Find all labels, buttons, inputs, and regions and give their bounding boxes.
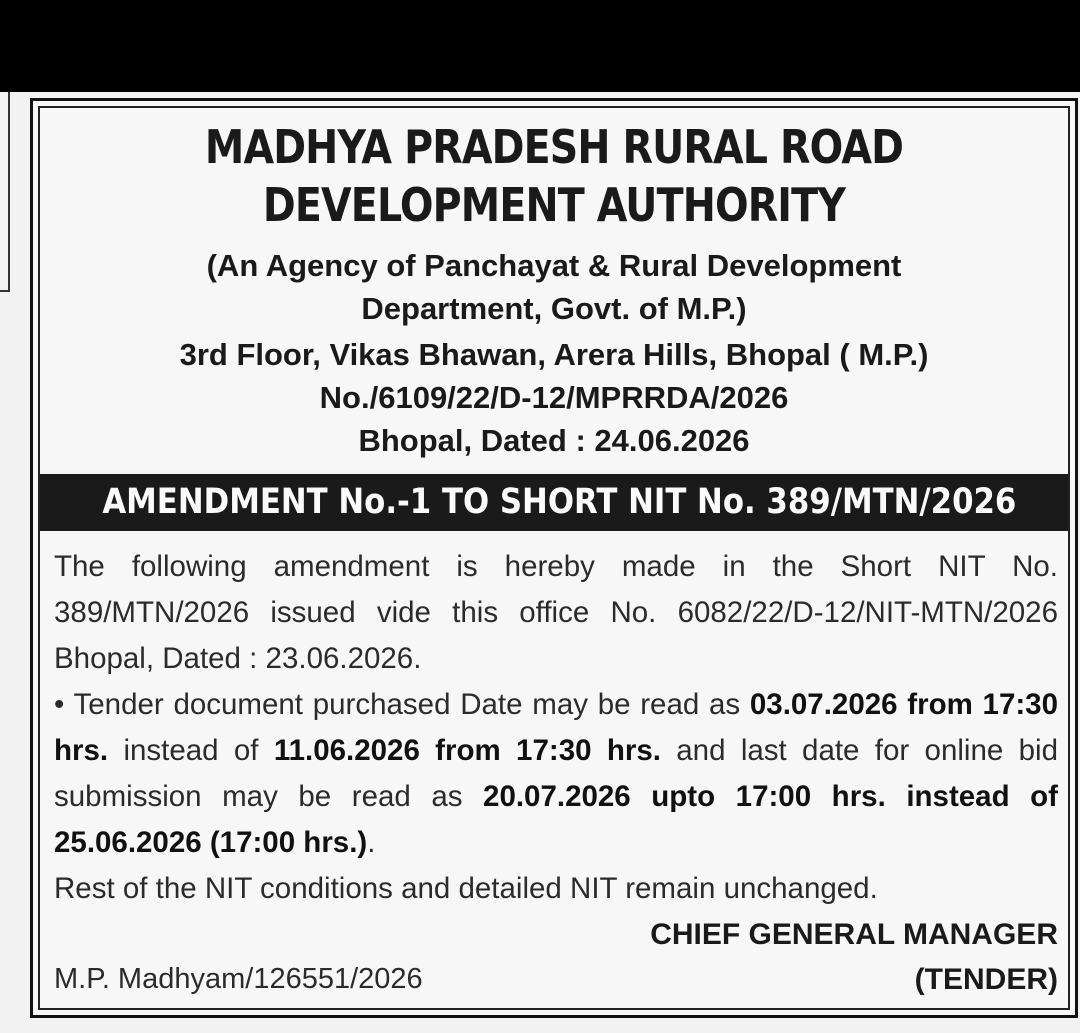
notice-inner-border (38, 106, 1070, 1010)
signatory-department: (TENDER) (914, 963, 1058, 996)
bullet-text-2: instead of (108, 734, 274, 767)
org-name-line2: DEVELOPMENT AUTHORITY (262, 178, 846, 232)
org-name-line1: MADHYA PRADESH RURAL ROAD (204, 120, 904, 174)
issue-date: Bhopal, Dated : 24.06.2026 (358, 423, 750, 458)
adjacent-clipping-edge (0, 92, 10, 292)
bullet-text-1: • Tender document purchased Date may be read as (54, 688, 750, 721)
amendment-title: AMENDMENT No.-1 TO SHORT NIT No. 389/MTN/2026 (102, 482, 1017, 522)
amendment-bullet (54, 682, 1058, 866)
bullet-text-4: . (367, 826, 376, 859)
publication-reference: M.P. Madhyam/126551/2026 (54, 963, 423, 995)
office-address: 3rd Floor, Vikas Bhawan, Arera Hills, Bhopal ( M.P.) (179, 337, 929, 372)
new-purchase-date: 03.07.2026 from 17:30 hrs. (54, 688, 1058, 767)
new-submission-date: 20.07.2026 upto 17:00 hrs. instead of 25.06.2026 (17:00 hrs.) (54, 780, 1058, 859)
signatory-title: CHIEF GENERAL MANAGER (650, 918, 1058, 951)
notice-body (54, 544, 1058, 912)
closing-paragraph: Rest of the NIT conditions and detailed NIT remain unchanged. (54, 872, 878, 905)
tender-notice (30, 98, 1078, 1018)
amendment-title-bar (40, 474, 1068, 531)
intro-paragraph: The following amendment is hereby made in the Short NIT No. 389/MTN/2026 issued vide this office No. 6082/22/D-12/NIT-MTN/2026 Bhopal, Dated : 23.06.2026. (54, 550, 1058, 675)
reference-number: No./6109/22/D-12/MPRRDA/2026 (319, 380, 789, 415)
agency-line2: Department, Govt. of M.P.) (361, 291, 747, 326)
old-purchase-date: 11.06.2026 from 17:30 hrs. (273, 734, 661, 767)
bullet-text-3: and last date for online bid submission may be read as (54, 734, 1058, 813)
top-black-bar (0, 0, 1080, 92)
agency-line1: (An Agency of Panchayat & Rural Development (206, 248, 902, 283)
